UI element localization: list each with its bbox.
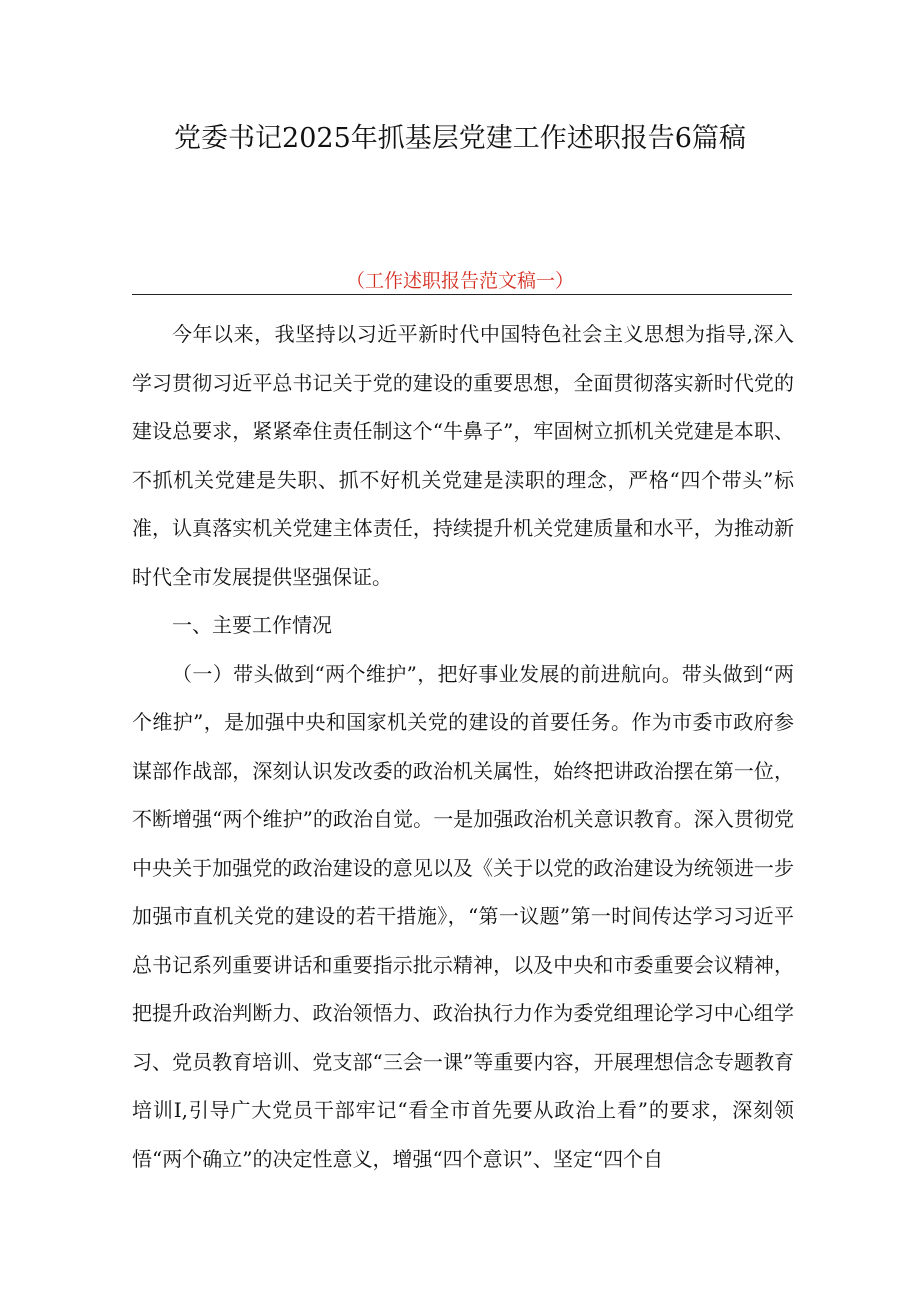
section-heading: 一、主要工作情况 — [172, 613, 332, 637]
document-body — [132, 310, 794, 1183]
divider-line — [132, 294, 792, 295]
paragraph-section-1: （一）带头做到“两个维护”，把好事业发展的前进航向。带头做到“两个维护”，是加强中央和国家机关党的建设的首要任务。作为市委市政府参谋部作战部，深刻认识发改委的政治机关属性，始终把讲政治摆在第一位，不断增强“两个维护”的政治自觉。一是加强政治机关意识教育。深入贯彻党中央关于加强党的政治建设的意见以及《关于以党的政治建设为统领进一步加强市直机关党的建设的若干措施》，“第一议题”第一时间传达学习习近平总书记系列重要讲话和重要指示批示精神，以及中央和市委重要会议精神，把提升政治判断力、政治领悟力、政治执行力作为委党组理论学习中心组学习、党员教育培训、党支部“三会一课”等重要内容，开展理想信念专题教育培训I,引导广大党员干部牢记“看全市首先要从政治上看”的要求，深刻领悟“两个确立”的决定性意义，增强“四个意识”、坚定“四个自 — [132, 661, 794, 1171]
paragraph-intro: 今年以来，我坚持以习近平新时代中国特色社会主义思想为指导,深入学习贯彻习近平总书记关于党的建设的重要思想，全面贯彻落实新时代党的建设总要求，紧紧牵住责任制这个“牛鼻子”，牢固树立抓机关党建是本职、不抓机关党建是失职、抓不好机关党建是渎职的理念，严格“四个带头”标准，认真落实机关党建主体责任，持续提升机关党建质量和水平，为推动新时代全市发展提供坚强保证。 — [132, 322, 794, 589]
document-subtitle: （工作述职报告范文稿一） — [345, 270, 574, 292]
document-title: 党委书记2025年抓基层党建工作述职报告6篇稿 — [174, 123, 746, 154]
